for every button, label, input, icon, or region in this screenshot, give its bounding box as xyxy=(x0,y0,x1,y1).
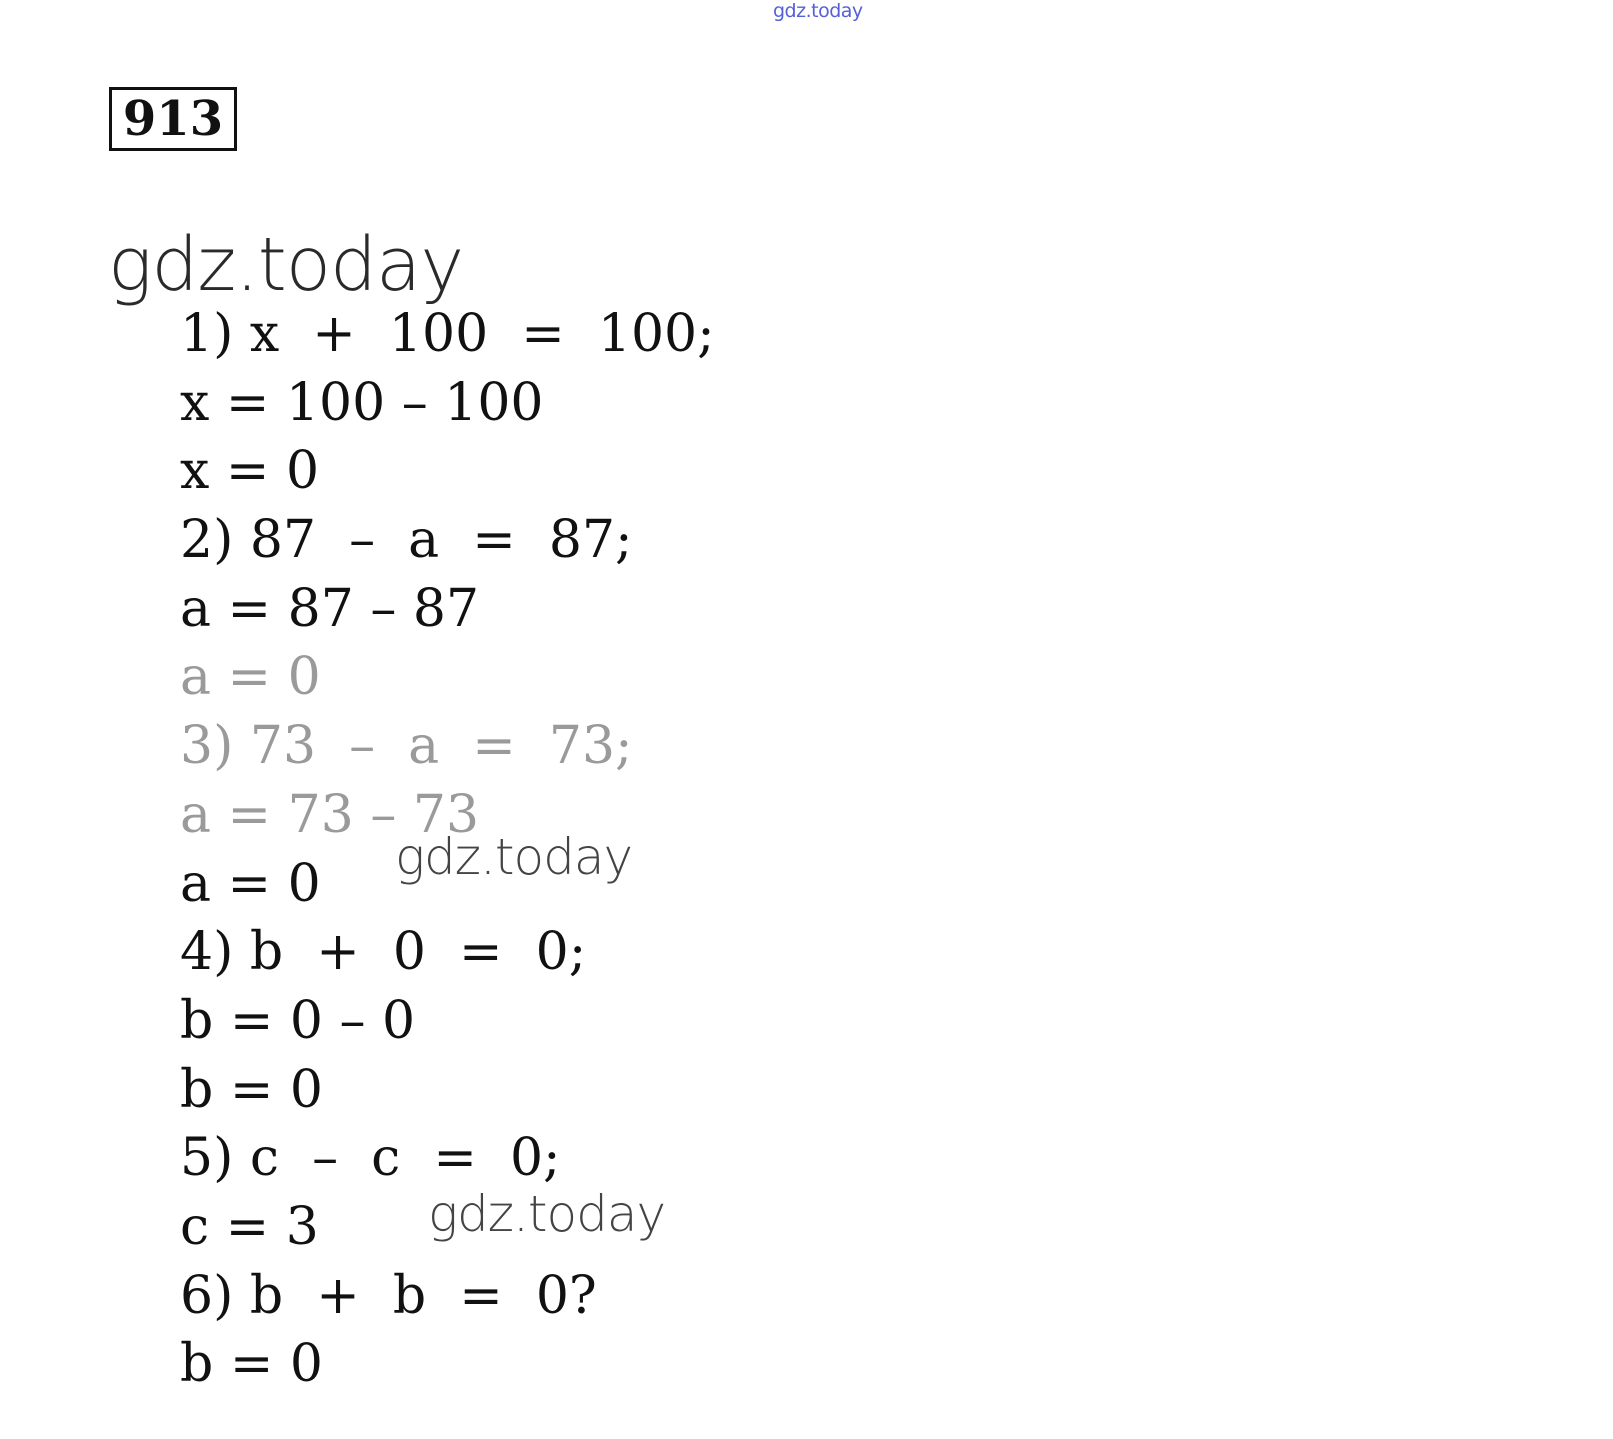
solution-line-7: 3) 73 – a = 73; xyxy=(180,716,633,777)
watermark-2: gdz.today xyxy=(395,828,633,886)
solution-line-2: x = 100 – 100 xyxy=(180,372,544,433)
solution-line-15: 6) b + b = 0? xyxy=(180,1265,597,1326)
solution-line-6: a = 0 xyxy=(180,647,321,708)
solution-line-11: b = 0 – 0 xyxy=(180,990,416,1051)
solution-line-8: a = 73 – 73 xyxy=(180,784,480,845)
solution-line-1: 1) x + 100 = 100; xyxy=(180,304,715,364)
watermark-3: gdz.today xyxy=(428,1185,666,1243)
header-watermark: gdz.today xyxy=(773,0,863,22)
solution-line-10: 4) b + 0 = 0; xyxy=(180,922,587,983)
solution-line-16: b = 0 xyxy=(180,1334,323,1395)
solution-line-5: a = 87 – 87 xyxy=(180,578,480,639)
problem-number: 913 xyxy=(109,87,237,151)
solution-line-4: 2) 87 – a = 87; xyxy=(180,510,633,571)
solution-line-13: 5) c – c = 0; xyxy=(180,1128,561,1189)
solution-line-9: a = 0 xyxy=(180,853,321,914)
solution-line-3: x = 0 xyxy=(180,441,320,502)
solution-line-14: c = 3 xyxy=(180,1196,319,1257)
watermark-1: gdz.today xyxy=(108,222,464,308)
solution-line-12: b = 0 xyxy=(180,1059,323,1120)
